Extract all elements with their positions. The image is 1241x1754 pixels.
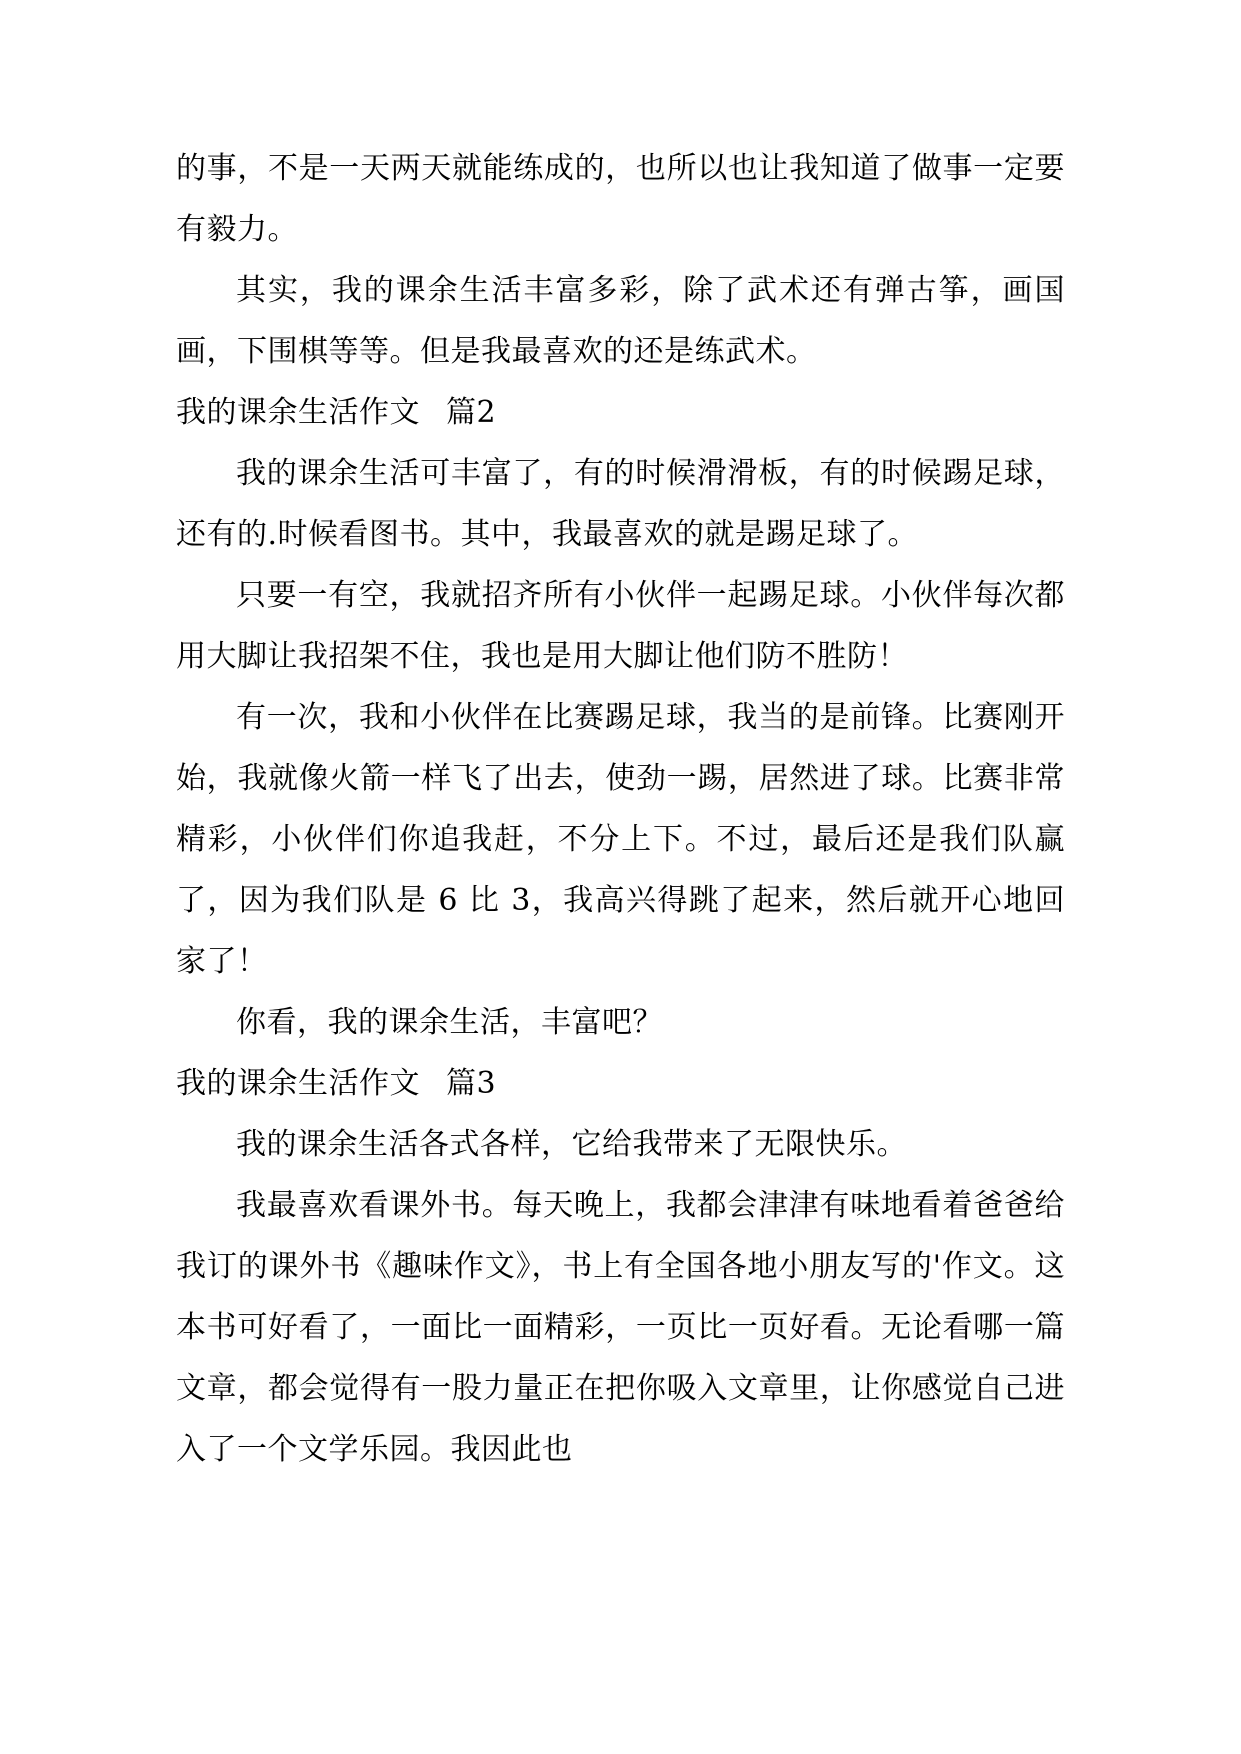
heading-number: 篇3 bbox=[446, 1066, 497, 1101]
document-body bbox=[176, 138, 1065, 1480]
paragraph: 有一次，我和小伙伴在比赛踢足球，我当的是前锋。比赛刚开始，我就像火箭一样飞了出去，使劲一踢，居然进了球。比赛非常精彩，小伙伴们你追我赶，不分上下。不过，最后还是我们队赢了，因为我们队是 6 比 3，我高兴得跳了起来，然后就开心地回家了！ bbox=[176, 700, 1065, 979]
heading-title: 我的课余生活作文 bbox=[176, 1066, 420, 1101]
paragraph-continued: 的事，不是一天两天就能练成的，也所以也让我知道了做事一定要有毅力。 bbox=[176, 151, 1065, 247]
paragraph: 你看，我的课余生活，丰富吧？ bbox=[236, 1005, 663, 1040]
essay-heading-2 bbox=[176, 382, 1065, 443]
heading-number: 篇2 bbox=[446, 395, 497, 430]
heading-title: 我的课余生活作文 bbox=[176, 395, 420, 430]
paragraph: 我的课余生活可丰富了，有的时候滑滑板，有的时候踢足球，还有的.时候看图书。其中，我最喜欢的就是踢足球了。 bbox=[176, 456, 1065, 552]
paragraph: 其实，我的课余生活丰富多彩，除了武术还有弹古筝，画国画，下围棋等等。但是我最喜欢的还是练武术。 bbox=[176, 273, 1065, 369]
paragraph: 我的课余生活各式各样，它给我带来了无限快乐。 bbox=[236, 1127, 907, 1162]
essay-heading-3 bbox=[176, 1053, 1065, 1114]
paragraph: 只要一有空，我就招齐所有小伙伴一起踢足球。小伙伴每次都用大脚让我招架不住，我也是用大脚让他们防不胜防！ bbox=[176, 578, 1065, 674]
paragraph: 我最喜欢看课外书。每天晚上，我都会津津有味地看着爸爸给我订的课外书《趣味作文》，书上有全国各地小朋友写的'作文。这本书可好看了，一面比一面精彩，一页比一页好看。无论看哪一篇文章，都会觉得有一股力量正在把你吸入文章里，让你感觉自己进入了一个文学乐园。我因此也 bbox=[176, 1188, 1065, 1467]
